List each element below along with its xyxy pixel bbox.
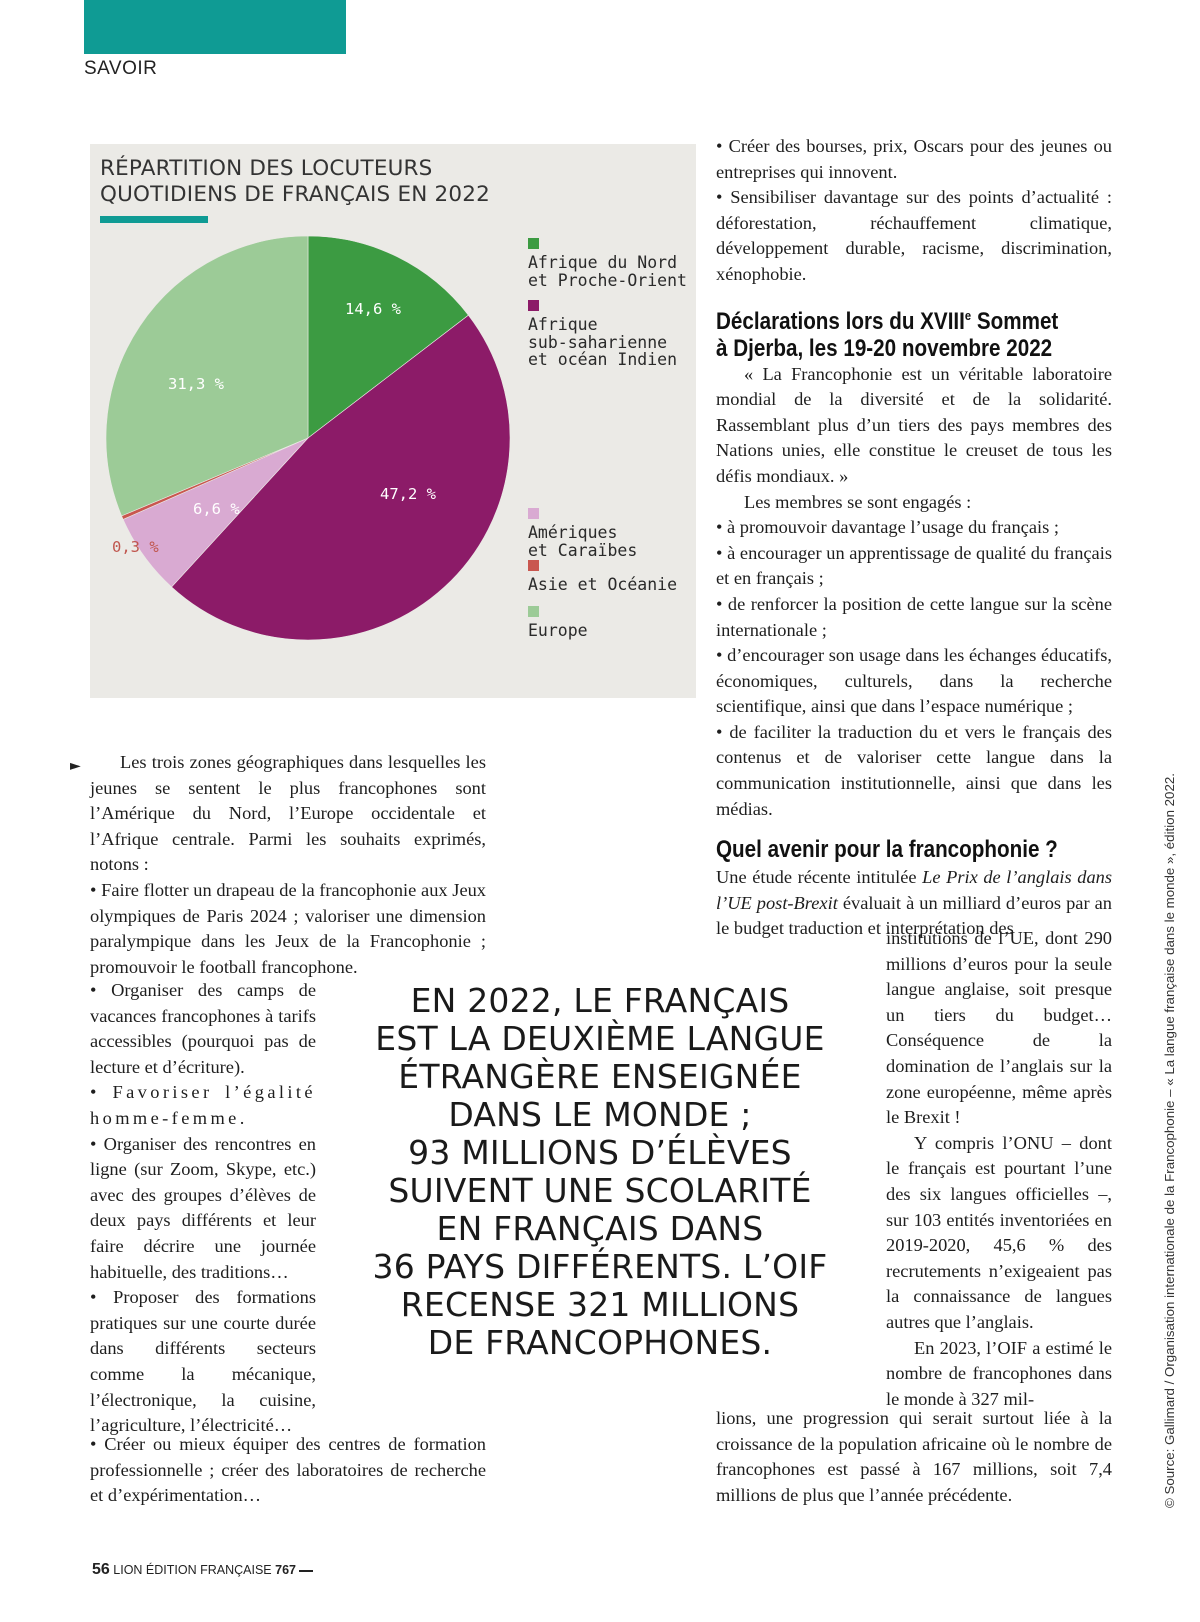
pie-label-3: 6,6 % [193, 500, 240, 518]
pull-quote-line-5: 93 MILLIONS D’ÉLÈVES [408, 1133, 792, 1172]
pie-chart-panel [90, 144, 696, 698]
onu-paragraph: Y compris l’ONU – dont le français est pourtant l’une des six langues officielles –, sur 103 entités inventoriées en 2019-2020, 45,6 % des recrutements n’exigeaient pas la connaissance de langues autres que l’anglais. [886, 1132, 1112, 1332]
heading-declarations [716, 302, 1057, 335]
pull-quote-line-2: EST LA DEUXIÈME LANGUE [375, 1019, 825, 1058]
oif-paragraph-end: lions, une progression qui serait surtout liée à la croissance de la population africaine où le nombre de francophones est passé à 167 millions, soit 7,4 millions de plus que l’année précédente. [716, 1408, 1112, 1505]
legend-item-5 [528, 606, 588, 640]
pull-quote-line-3: ÉTRANGÈRE ENSEIGNÉE [398, 1057, 802, 1096]
section-label: SAVOIR [84, 58, 158, 79]
legend-label-3-2: et Caraïbes [528, 540, 638, 560]
study-continuation: institutions de l’UE, dont 290 millions d’euros pour la seule langue anglaise, soit presque un tiers du budget… Conséquence de la domination de l’anglais sur la zone européenne, même après le Brexit ! [886, 928, 1112, 1128]
bullet-sensibiliser: • Sensibiliser davantage sur des points d’actualité : déforestation, réchauffement climatique, développement durable, racisme, discrimination, xénophobie. [716, 187, 1112, 284]
study-text-1: Une étude récente intitulée [716, 867, 923, 888]
heading-declarations-sup: e [964, 307, 972, 323]
quote-paragraph: « La Francophonie est un véritable laboratoire mondial de la diversité et de la solidarité. Rassemblant plus d’un tiers des pays membres des Nations unies, elle constitue le creuset de tous les défis mondiaux. » [716, 363, 1112, 486]
legend-label-3-1: Amériques [528, 523, 618, 542]
pull-quote-line-8: 36 PAYS DIFFÉRENTS. L’OIF [372, 1247, 828, 1286]
bullet-formations: • Proposer des formations pratiques sur une courte durée dans différents secteurs comme la mécanique, l’électronique, la cuisine, l’agriculture, l’électricité… [90, 1287, 316, 1436]
legend-swatch-1 [528, 238, 539, 249]
legend-swatch-4 [528, 560, 539, 571]
heading-declarations-line-2: à Djerba, les 19-20 novembre 2022 [716, 334, 1053, 362]
continue-arrow-icon: ► [70, 758, 81, 774]
right-column-narrow [886, 926, 1112, 1412]
pie-label-4: 0,3 % [112, 538, 159, 556]
right-column-top [716, 134, 1112, 942]
legend-label-4-1: Asie et Océanie [528, 575, 678, 594]
left-column-bottom [90, 1432, 486, 1509]
engagement-4: • d’encourager son usage dans les échanges éducatifs, économiques, culturels, dans la recherche scientifique, ainsi que dans l’espace numérique ; [716, 645, 1112, 717]
chart-title-line-2: QUOTIDIENS DE FRANÇAIS EN 2022 [100, 182, 491, 207]
legend-label-2-3: et océan Indien [528, 350, 678, 369]
legend-label-2-1: Afrique [528, 315, 598, 334]
engagement-3: • de renforcer la position de cette langue sur la scène internationale ; [716, 593, 1112, 640]
pie-chart [90, 144, 696, 698]
bullet-camps: • Organiser des camps de vacances francophones à tarifs accessibles (pourquoi pas de lecture et d’écriture). [90, 980, 316, 1077]
legend-label-2-2: sub-saharienne [528, 332, 668, 352]
engagement-1: • à promouvoir davantage l’usage du français ; [716, 517, 1059, 538]
engagement-2: • à encourager un apprentissage de qualité du français et en français ; [716, 542, 1112, 589]
heading-declarations-part-1: Déclarations lors du XVIII [716, 307, 965, 335]
engagement-5: • de faciliter la traduction du et vers le français des contenus et de valoriser cette langue dans la communication institutionnelle, ainsi que dans les médias. [716, 721, 1112, 819]
pull-quote-line-9: RECENSE 321 MILLIONS [400, 1285, 800, 1324]
issue-number: 767 [275, 1563, 296, 1577]
legend-item-4 [528, 560, 677, 594]
oif-paragraph-start: En 2023, l’OIF a estimé le nombre de francophones dans le monde à 327 mil- [886, 1337, 1112, 1409]
right-column-bottom [716, 1406, 1112, 1508]
pie-label-2: 47,2 % [380, 485, 436, 503]
legend-label-1-2: et Proche-Orient [528, 270, 687, 290]
left-column-narrow [90, 978, 316, 1439]
pull-quote-line-1: EN 2022, LE FRANÇAIS [410, 981, 790, 1020]
pie-label-5: 31,3 % [168, 375, 224, 393]
page-number: 56 [92, 1561, 110, 1578]
legend-item-2 [528, 300, 677, 369]
intro-paragraph: Les trois zones géographiques dans lesquelles les jeunes se sentent le plus francophones sont l’Amérique du Nord, l’Europe occidentale et l’Afrique centrale. Parmi les souhaits exprimés, notons : [90, 752, 486, 875]
engages-line: Les membres se sont engagés : [744, 491, 972, 512]
pull-quote-line-6: SUIVENT UNE SCOLARITÉ [388, 1171, 812, 1210]
heading-avenir: Quel avenir pour la francophonie ? [716, 836, 1058, 864]
study-text-2: évaluait à un milliard d’euros par an le budget traduction et interprétation des [716, 892, 1112, 939]
legend-item-3 [528, 508, 637, 559]
legend-swatch-5 [528, 606, 539, 617]
source-credit: © Source: Gallimard / Organisation internationale de la Francophonie – « La langue française dans le monde », édition 2022. [1162, 773, 1177, 1508]
pull-quote [368, 982, 832, 1362]
bullet-bourses: • Créer des bourses, prix, Oscars pour des jeunes ou entreprises qui innovent. [716, 136, 1112, 182]
chart-title-line-1: RÉPARTITION DES LOCUTEURS [100, 156, 433, 181]
magazine-name: LION ÉDITION FRANÇAISE [113, 1563, 272, 1577]
legend-label-5-1: Europe [528, 621, 588, 640]
legend-swatch-3 [528, 508, 539, 519]
pull-quote-line-4: DANS LE MONDE ; [448, 1095, 752, 1134]
legend-item-1 [528, 238, 687, 289]
bullet-rencontres: • Organiser des rencontres en ligne (sur Zoom, Skype, etc.) avec des groupes d’élèves de deux pays différents et leur faire décrire une journée habituelle, des traditions… [90, 1133, 316, 1282]
bullet-egalite: • Favoriser l’égalité homme-femme. [90, 1082, 316, 1128]
legend-label-1-1: Afrique du Nord [528, 253, 678, 272]
section-color-bar [84, 0, 346, 54]
pull-quote-line-10: DE FRANCOPHONES. [427, 1323, 773, 1362]
bullet-centres: • Créer ou mieux équiper des centres de formation professionnelle ; créer des laboratoires de recherche et d’expérimentation… [90, 1434, 486, 1506]
heading-declarations-part-2: Sommet [971, 307, 1059, 335]
legend-swatch-2 [528, 300, 539, 311]
footer-dash [299, 1570, 313, 1572]
bullet-drapeau: • Faire flotter un drapeau de la francophonie aux Jeux olympiques de Paris 2024 ; valoriser une dimension paralympique dans les Jeux de la Francophonie ; promouvoir le football francophone. [90, 879, 486, 977]
pie-label-1: 14,6 % [345, 300, 401, 318]
page-footer [92, 1561, 313, 1579]
pull-quote-line-7: EN FRANÇAIS DANS [436, 1209, 764, 1248]
left-column-top [90, 750, 486, 980]
study-title: Le Prix de l’anglais dans l’UE post-Brexit [716, 867, 1113, 913]
